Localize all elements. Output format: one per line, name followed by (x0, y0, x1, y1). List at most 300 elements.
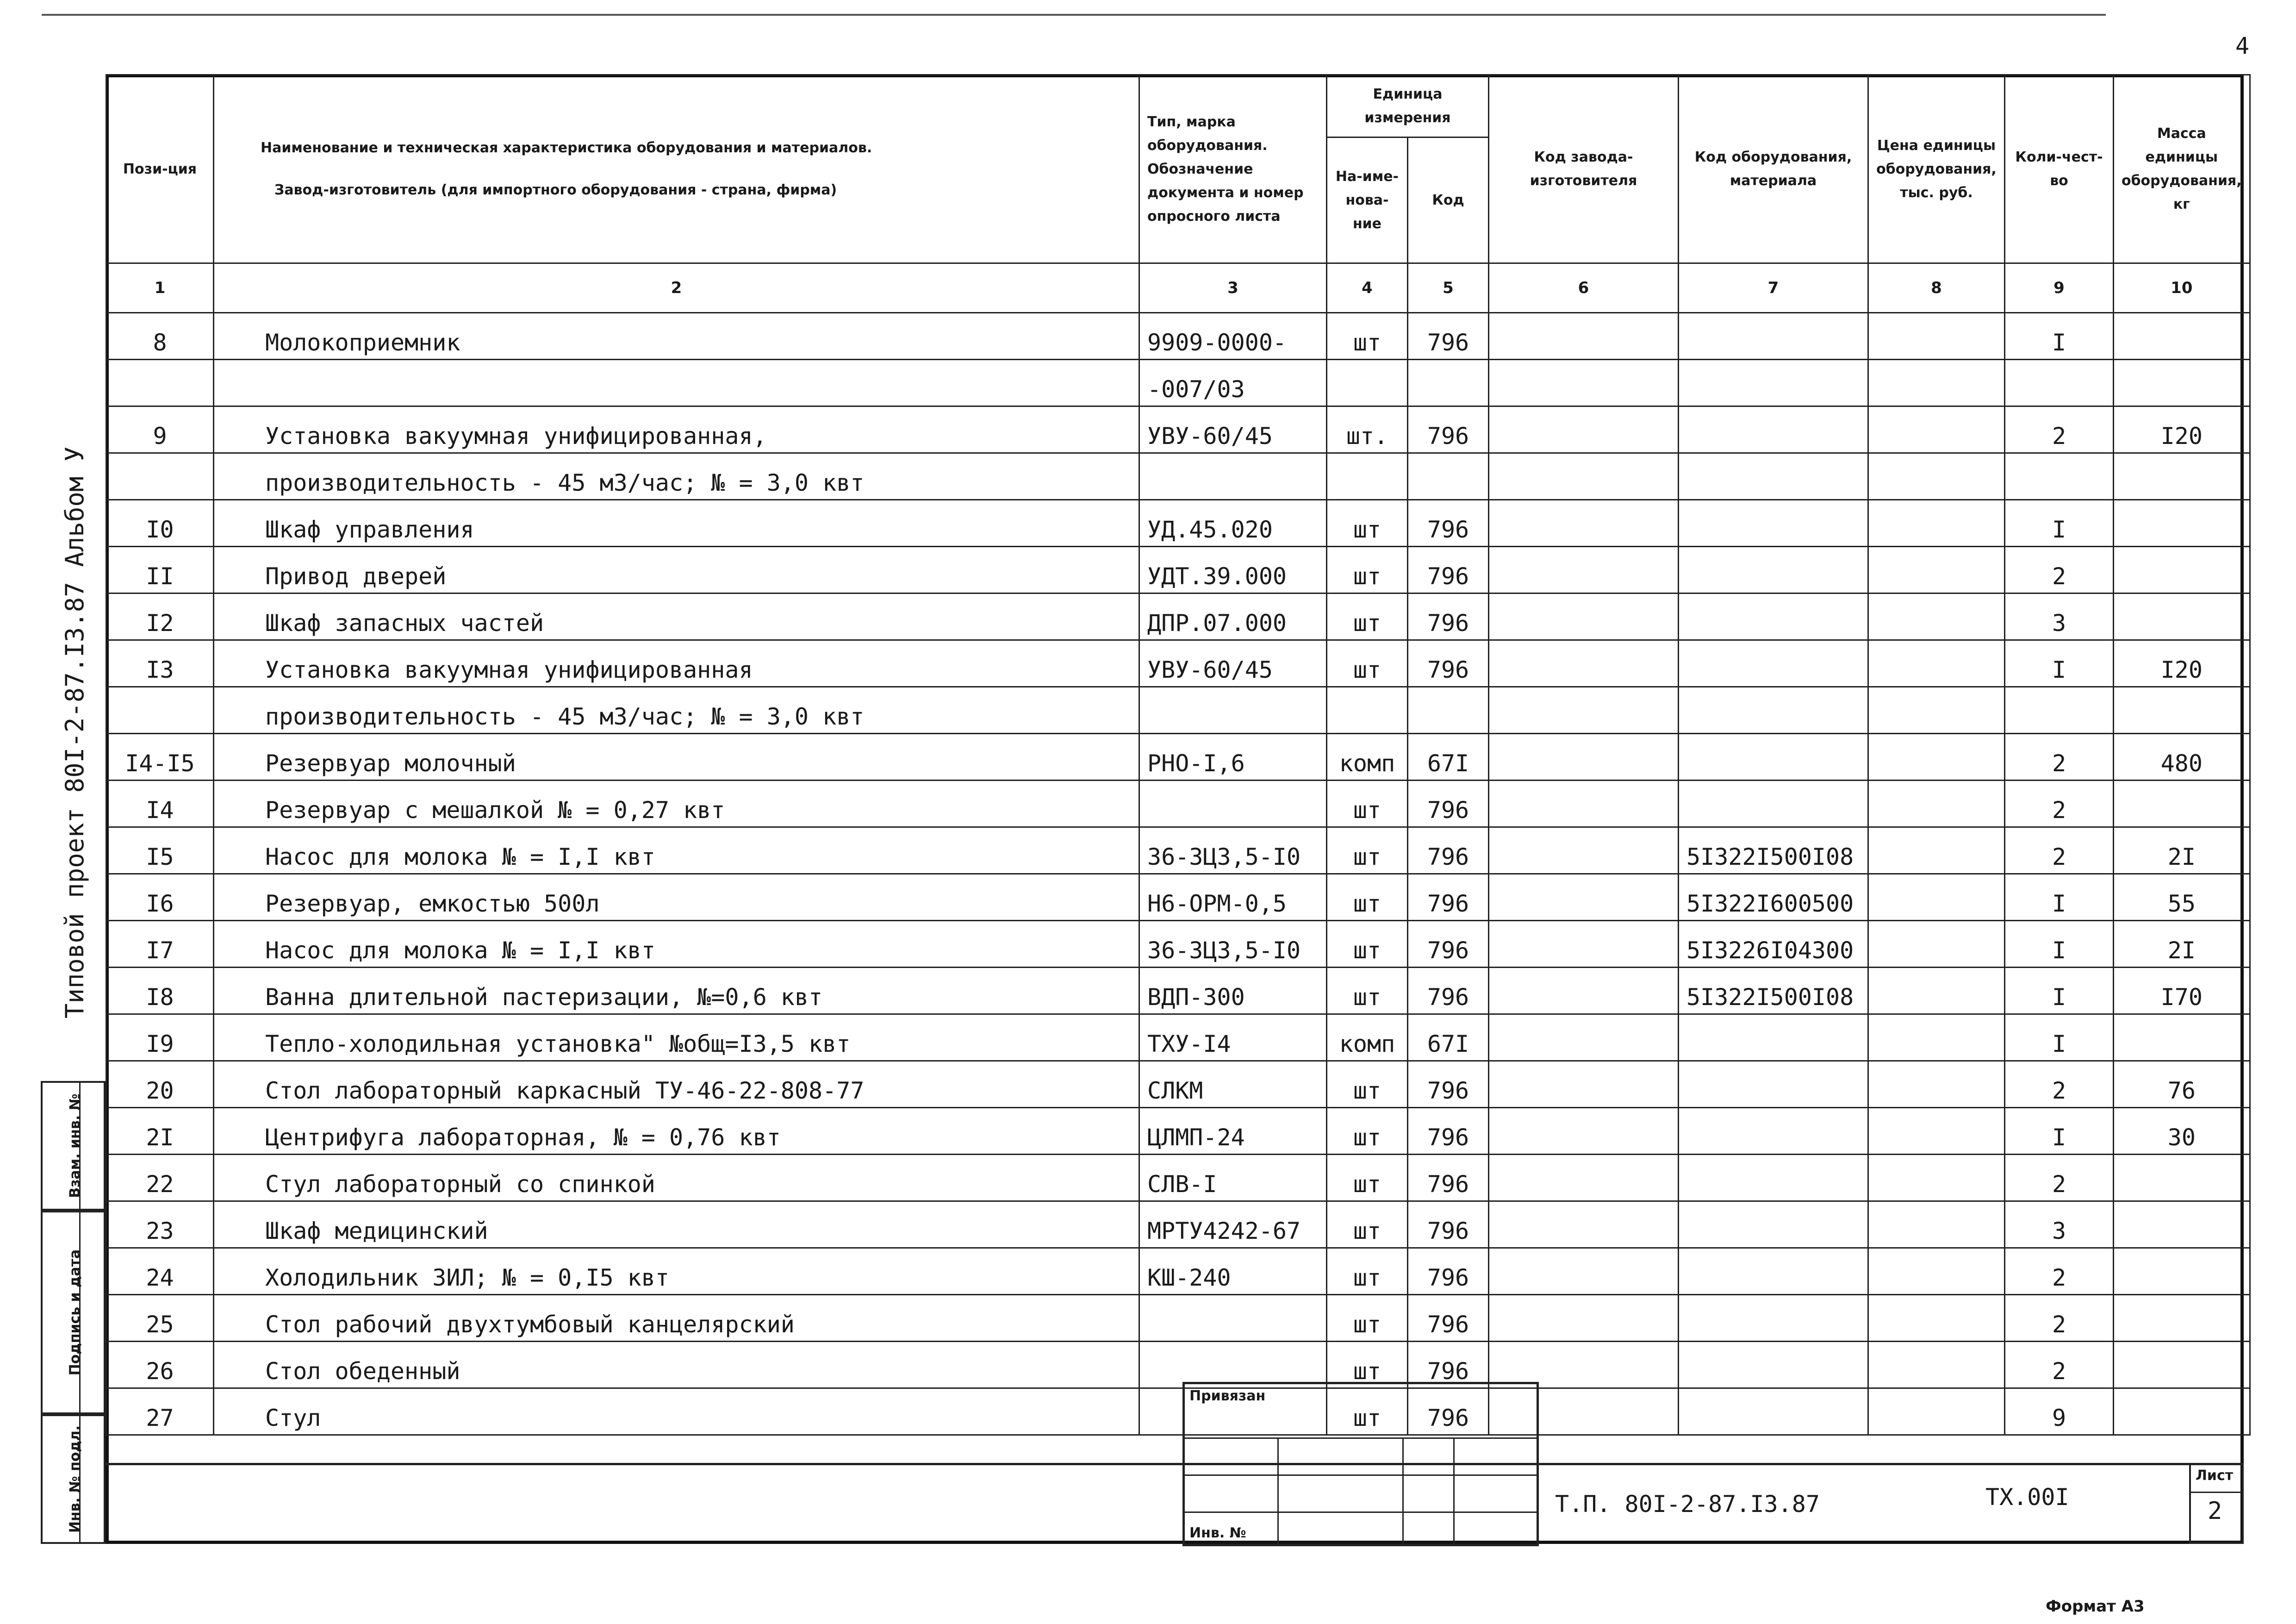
cell-name: Привод дверей (214, 547, 1139, 593)
cell-pos: I0 (106, 500, 214, 547)
cell-price (1868, 360, 2005, 406)
cell-price (1868, 1388, 2005, 1435)
cell-mass (2114, 313, 2250, 360)
cell-qty: 2 (2005, 734, 2114, 781)
col-num: 10 (2114, 263, 2250, 313)
cell-pos: I2 (106, 593, 214, 640)
cell-equip (1679, 640, 1868, 687)
table-row (106, 1201, 2250, 1248)
cell-name: Молокоприемник (214, 313, 1139, 360)
cell-unit: шт (1327, 593, 1408, 640)
cell-name: Холодильник ЗИЛ; № = 0,I5 квт (214, 1248, 1139, 1295)
cell-code: 796 (1408, 313, 1489, 360)
header-qty: Коли-чест-во (2005, 75, 2114, 263)
sheet-number: 2 (2208, 1497, 2222, 1525)
cell-type: УВУ-60/45 (1139, 640, 1327, 687)
cell-code: 67I (1408, 1014, 1489, 1061)
cell-equip (1679, 547, 1868, 593)
cell-factory (1489, 1248, 1679, 1295)
cell-name: Резервуар с мешалкой № = 0,27 квт (214, 781, 1139, 827)
cell-factory (1489, 1014, 1679, 1061)
cell-qty: 2 (2005, 1248, 2114, 1295)
cell-mass (2114, 781, 2250, 827)
cell-code: 796 (1408, 968, 1489, 1014)
cell-mass: 76 (2114, 1061, 2250, 1108)
cell-unit: комп (1327, 734, 1408, 781)
cell-qty (2005, 687, 2114, 734)
cell-qty: 2 (2005, 406, 2114, 453)
cell-equip (1679, 1342, 1868, 1388)
cell-unit: шт (1327, 921, 1408, 968)
cell-factory (1489, 500, 1679, 547)
cell-type: ТХУ-I4 (1139, 1014, 1327, 1061)
cell-unit: шт (1327, 1201, 1408, 1248)
document-code: Т.П. 80I-2-87.I3.87 (1555, 1491, 1820, 1518)
cell-type: 9909-0000- (1139, 313, 1327, 360)
cell-name: Шкаф медицинский (214, 1201, 1139, 1248)
cell-price (1868, 453, 2005, 500)
cell-mass: 2I (2114, 827, 2250, 874)
sheet-number-box (2189, 1463, 2244, 1544)
cell-equip: 5I322I500I08 (1679, 827, 1868, 874)
cell-pos: I7 (106, 921, 214, 968)
cell-pos: I4-I5 (106, 734, 214, 781)
table-row (106, 1155, 2250, 1201)
cell-pos: 9 (106, 406, 214, 453)
cell-equip (1679, 453, 1868, 500)
cell-unit: шт (1327, 500, 1408, 547)
cell-type: КШ-240 (1139, 1248, 1327, 1295)
cell-name: Ванна длительной пастеризации, №=0,6 квт (214, 968, 1139, 1014)
table-row (106, 1248, 2250, 1295)
cell-factory (1489, 313, 1679, 360)
cell-qty: 3 (2005, 593, 2114, 640)
cell-price (1868, 1014, 2005, 1061)
cell-price (1868, 781, 2005, 827)
binding-inv-label: Инв. № (1189, 1525, 1246, 1541)
cell-price (1868, 500, 2005, 547)
cell-equip (1679, 1061, 1868, 1108)
cell-pos: 23 (106, 1201, 214, 1248)
table-row (106, 1342, 2250, 1388)
table-row (106, 734, 2250, 781)
cell-price (1868, 406, 2005, 453)
cell-mass: I20 (2114, 640, 2250, 687)
cell-code: 796 (1408, 1342, 1489, 1388)
cell-pos: 25 (106, 1295, 214, 1342)
cell-price (1868, 1342, 2005, 1388)
cell-name (214, 360, 1139, 406)
table-row (106, 406, 2250, 453)
header-unit-code: Код (1408, 137, 1489, 263)
cell-price (1868, 827, 2005, 874)
cell-code: 796 (1408, 1295, 1489, 1342)
cell-equip (1679, 1295, 1868, 1342)
cell-pos: I3 (106, 640, 214, 687)
table-row (106, 547, 2250, 593)
stamp-podpis-data: Подпись и дата (41, 1211, 106, 1414)
table-row (106, 1061, 2250, 1108)
cell-price (1868, 1155, 2005, 1201)
cell-name: Стол лабораторный каркасный ТУ-46-22-808-77 (214, 1061, 1139, 1108)
table-row (106, 313, 2250, 360)
cell-mass (2114, 360, 2250, 406)
format-label: Формат А3 (2046, 1597, 2145, 1616)
cell-price (1868, 968, 2005, 1014)
top-rule (42, 14, 2106, 16)
cell-factory (1489, 921, 1679, 968)
cell-qty: 2 (2005, 827, 2114, 874)
cell-price (1868, 1108, 2005, 1155)
table-row (106, 1388, 2250, 1435)
table-row (106, 1014, 2250, 1061)
cell-unit: шт (1327, 1342, 1408, 1388)
cell-factory (1489, 1201, 1679, 1248)
cell-mass: I20 (2114, 406, 2250, 453)
cell-factory (1489, 547, 1679, 593)
header-equip-code: Код оборудования, материала (1679, 75, 1868, 263)
sheet-code: ТХ.00I (1985, 1484, 2069, 1511)
header-name: Наименование и техническая характеристика оборудования и материалов. Завод-изготовитель (для импортного оборудования - страна, фирма) (214, 75, 1139, 263)
cell-mass: 55 (2114, 874, 2250, 921)
cell-unit: шт (1327, 1108, 1408, 1155)
cell-code: 796 (1408, 1155, 1489, 1201)
cell-type: 36-ЗЦ3,5-I0 (1139, 921, 1327, 968)
table-row (106, 874, 2250, 921)
title-block-rule (106, 1463, 2244, 1465)
cell-equip (1679, 360, 1868, 406)
cell-type: УД.45.020 (1139, 500, 1327, 547)
cell-pos (106, 687, 214, 734)
cell-pos: 26 (106, 1342, 214, 1388)
cell-name: Шкаф запасных частей (214, 593, 1139, 640)
cell-equip (1679, 734, 1868, 781)
cell-type: ЦЛМП-24 (1139, 1108, 1327, 1155)
cell-type (1139, 781, 1327, 827)
cell-code: 796 (1408, 1248, 1489, 1295)
cell-name: Стол обеденный (214, 1342, 1139, 1388)
header-type: Тип, марка оборудования. Обозначение документа и номер опросного листа (1139, 75, 1327, 263)
cell-equip: 5I322I500I08 (1679, 968, 1868, 1014)
cell-name: Стол рабочий двухтумбовый канцелярский (214, 1295, 1139, 1342)
cell-equip (1679, 1388, 1868, 1435)
cell-pos: 20 (106, 1061, 214, 1108)
cell-type (1139, 1342, 1327, 1388)
cell-mass (2114, 1388, 2250, 1435)
cell-code: 796 (1408, 547, 1489, 593)
cell-unit: шт (1327, 640, 1408, 687)
table-row (106, 1108, 2250, 1155)
table-row (106, 687, 2250, 734)
cell-pos: I5 (106, 827, 214, 874)
cell-factory (1489, 827, 1679, 874)
table-row (106, 500, 2250, 547)
cell-price (1868, 593, 2005, 640)
cell-qty: 9 (2005, 1388, 2114, 1435)
cell-pos: 2I (106, 1108, 214, 1155)
cell-equip (1679, 1014, 1868, 1061)
cell-unit: шт (1327, 1248, 1408, 1295)
cell-unit (1327, 453, 1408, 500)
cell-code: 796 (1408, 1108, 1489, 1155)
cell-mass (2114, 1155, 2250, 1201)
cell-unit: шт (1327, 1295, 1408, 1342)
col-num: 7 (1679, 263, 1868, 313)
cell-name: Резервуар молочный (214, 734, 1139, 781)
cell-factory (1489, 734, 1679, 781)
cell-price (1868, 921, 2005, 968)
cell-qty: I (2005, 874, 2114, 921)
cell-type: МРТУ4242-67 (1139, 1201, 1327, 1248)
cell-qty: 2 (2005, 1295, 2114, 1342)
cell-type: 36-ЗЦ3,5-I0 (1139, 827, 1327, 874)
column-numbers-row (106, 263, 2250, 313)
stamp-vzam-inv: Взам. инв. № (41, 1081, 106, 1211)
cell-type: УДТ.39.000 (1139, 547, 1327, 593)
cell-qty: I (2005, 1014, 2114, 1061)
cell-unit: шт (1327, 547, 1408, 593)
cell-equip: 5I322I600500 (1679, 874, 1868, 921)
cell-mass (2114, 1201, 2250, 1248)
cell-code: 796 (1408, 874, 1489, 921)
cell-name: Насос для молока № = I,I квт (214, 827, 1139, 874)
cell-type: СЛКМ (1139, 1061, 1327, 1108)
cell-type: Н6-ОРМ-0,5 (1139, 874, 1327, 921)
cell-factory (1489, 1108, 1679, 1155)
cell-name: производительность - 45 м3/час; № = 3,0 квт (214, 453, 1139, 500)
cell-mass (2114, 687, 2250, 734)
cell-price (1868, 687, 2005, 734)
cell-pos (106, 453, 214, 500)
cell-unit: комп (1327, 1014, 1408, 1061)
header-unit-name: На-име-нова-ние (1327, 137, 1408, 263)
cell-type: ВДП-300 (1139, 968, 1327, 1014)
page-number: 4 (2235, 32, 2250, 59)
cell-price (1868, 1061, 2005, 1108)
cell-equip (1679, 1201, 1868, 1248)
cell-mass (2114, 453, 2250, 500)
cell-equip (1679, 1155, 1868, 1201)
cell-name: Стул лабораторный со спинкой (214, 1155, 1139, 1201)
table-row (106, 781, 2250, 827)
cell-name: производительность - 45 м3/час; № = 3,0 квт (214, 687, 1139, 734)
cell-code: 796 (1408, 500, 1489, 547)
cell-mass (2114, 1342, 2250, 1388)
cell-price (1868, 313, 2005, 360)
cell-mass (2114, 547, 2250, 593)
cell-factory (1489, 781, 1679, 827)
cell-qty (2005, 360, 2114, 406)
cell-unit: шт (1327, 313, 1408, 360)
col-num: 4 (1327, 263, 1408, 313)
side-title: Типовой проект 80I-2-87.I3.87 Альбом У (60, 446, 89, 1018)
cell-factory (1489, 1061, 1679, 1108)
cell-qty: I (2005, 640, 2114, 687)
cell-code (1408, 360, 1489, 406)
cell-name: Установка вакуумная унифицированная, (214, 406, 1139, 453)
cell-name: Тепло-холодильная установка" №общ=I3,5 квт (214, 1014, 1139, 1061)
cell-pos: I8 (106, 968, 214, 1014)
cell-code: 796 (1408, 1388, 1489, 1435)
cell-code: 796 (1408, 921, 1489, 968)
table-row (106, 640, 2250, 687)
cell-unit: шт (1327, 968, 1408, 1014)
col-num: 3 (1139, 263, 1327, 313)
cell-name: Центрифуга лабораторная, № = 0,76 квт (214, 1108, 1139, 1155)
cell-mass: 2I (2114, 921, 2250, 968)
cell-mass (2114, 593, 2250, 640)
cell-name: Насос для молока № = I,I квт (214, 921, 1139, 968)
header-factory-code: Код завода-изготовителя (1489, 75, 1679, 263)
cell-qty: I (2005, 500, 2114, 547)
cell-pos: 24 (106, 1248, 214, 1295)
col-num: 1 (106, 263, 214, 313)
cell-type: -007/03 (1139, 360, 1327, 406)
header-mass: Масса единицы оборудования, кг (2114, 75, 2250, 263)
cell-unit: шт (1327, 781, 1408, 827)
cell-price (1868, 1201, 2005, 1248)
cell-factory (1489, 968, 1679, 1014)
specification-table (106, 74, 2251, 1436)
cell-pos: II (106, 547, 214, 593)
cell-price (1868, 874, 2005, 921)
cell-qty: 2 (2005, 547, 2114, 593)
cell-pos: I9 (106, 1014, 214, 1061)
cell-pos (106, 360, 214, 406)
table-row (106, 360, 2250, 406)
cell-mass (2114, 1248, 2250, 1295)
cell-mass: 30 (2114, 1108, 2250, 1155)
header-unit: Единица измерения (1327, 75, 1489, 137)
cell-equip (1679, 687, 1868, 734)
cell-factory (1489, 1155, 1679, 1201)
cell-code: 796 (1408, 1201, 1489, 1248)
cell-unit: шт (1327, 1061, 1408, 1108)
cell-type (1139, 687, 1327, 734)
cell-qty: 2 (2005, 1061, 2114, 1108)
cell-price (1868, 734, 2005, 781)
col-num: 6 (1489, 263, 1679, 313)
col-num: 5 (1408, 263, 1489, 313)
cell-code: 796 (1408, 1061, 1489, 1108)
cell-factory (1489, 453, 1679, 500)
cell-price (1868, 640, 2005, 687)
cell-equip (1679, 500, 1868, 547)
cell-unit: шт. (1327, 406, 1408, 453)
cell-pos: 8 (106, 313, 214, 360)
cell-equip: 5I3226I04300 (1679, 921, 1868, 968)
cell-factory (1489, 874, 1679, 921)
cell-type: ДПР.07.000 (1139, 593, 1327, 640)
table-row (106, 921, 2250, 968)
cell-qty (2005, 453, 2114, 500)
col-num: 9 (2005, 263, 2114, 313)
cell-qty: I (2005, 313, 2114, 360)
header-price: Цена единицы оборудования, тыс. руб. (1868, 75, 2005, 263)
header-pos: Пози-ция (106, 75, 214, 263)
cell-qty: 2 (2005, 1342, 2114, 1388)
cell-price (1868, 1295, 2005, 1342)
cell-qty: 3 (2005, 1201, 2114, 1248)
cell-factory (1489, 640, 1679, 687)
col-num: 8 (1868, 263, 2005, 313)
cell-type: СЛВ-I (1139, 1155, 1327, 1201)
cell-name: Шкаф управления (214, 500, 1139, 547)
cell-code (1408, 687, 1489, 734)
cell-factory (1489, 687, 1679, 734)
cell-type: УВУ-60/45 (1139, 406, 1327, 453)
cell-qty: I (2005, 921, 2114, 968)
cell-mass (2114, 500, 2250, 547)
cell-code: 796 (1408, 593, 1489, 640)
cell-type (1139, 1295, 1327, 1342)
cell-equip (1679, 781, 1868, 827)
cell-code: 796 (1408, 827, 1489, 874)
cell-equip (1679, 593, 1868, 640)
table-row (106, 827, 2250, 874)
table-row (106, 968, 2250, 1014)
cell-pos: 27 (106, 1388, 214, 1435)
cell-name: Резервуар, емкостью 500л (214, 874, 1139, 921)
cell-name: Стул (214, 1388, 1139, 1435)
table-row (106, 1295, 2250, 1342)
cell-factory (1489, 1342, 1679, 1388)
cell-type (1139, 453, 1327, 500)
cell-qty: 2 (2005, 781, 2114, 827)
col-num: 2 (214, 263, 1139, 313)
cell-price (1868, 1248, 2005, 1295)
cell-pos: I4 (106, 781, 214, 827)
cell-mass: I70 (2114, 968, 2250, 1014)
cell-code: 796 (1408, 781, 1489, 827)
cell-pos: 22 (106, 1155, 214, 1201)
stamp-inv-podl: Инв. № подл. (41, 1414, 106, 1544)
cell-price (1868, 547, 2005, 593)
cell-factory (1489, 1295, 1679, 1342)
cell-mass (2114, 1014, 2250, 1061)
cell-factory (1489, 406, 1679, 453)
table-row (106, 453, 2250, 500)
cell-code (1408, 453, 1489, 500)
cell-mass (2114, 1295, 2250, 1342)
table-row (106, 593, 2250, 640)
cell-code: 67I (1408, 734, 1489, 781)
cell-unit: шт (1327, 1155, 1408, 1201)
cell-equip (1679, 406, 1868, 453)
cell-factory (1489, 360, 1679, 406)
cell-equip (1679, 1248, 1868, 1295)
cell-unit (1327, 687, 1408, 734)
cell-unit: шт (1327, 874, 1408, 921)
cell-unit (1327, 360, 1408, 406)
cell-qty: 2 (2005, 1155, 2114, 1201)
binding-title: Привязан (1189, 1388, 1266, 1404)
cell-pos: I6 (106, 874, 214, 921)
cell-unit: шт (1327, 827, 1408, 874)
cell-code: 796 (1408, 406, 1489, 453)
sheet-label: Лист (2196, 1468, 2234, 1484)
cell-qty: I (2005, 968, 2114, 1014)
cell-equip (1679, 313, 1868, 360)
cell-name: Установка вакуумная унифицированная (214, 640, 1139, 687)
cell-mass: 480 (2114, 734, 2250, 781)
cell-factory (1489, 593, 1679, 640)
cell-qty: I (2005, 1108, 2114, 1155)
cell-equip (1679, 1108, 1868, 1155)
cell-type: РНО-I,6 (1139, 734, 1327, 781)
cell-unit: шт (1327, 1388, 1408, 1435)
cell-code: 796 (1408, 640, 1489, 687)
